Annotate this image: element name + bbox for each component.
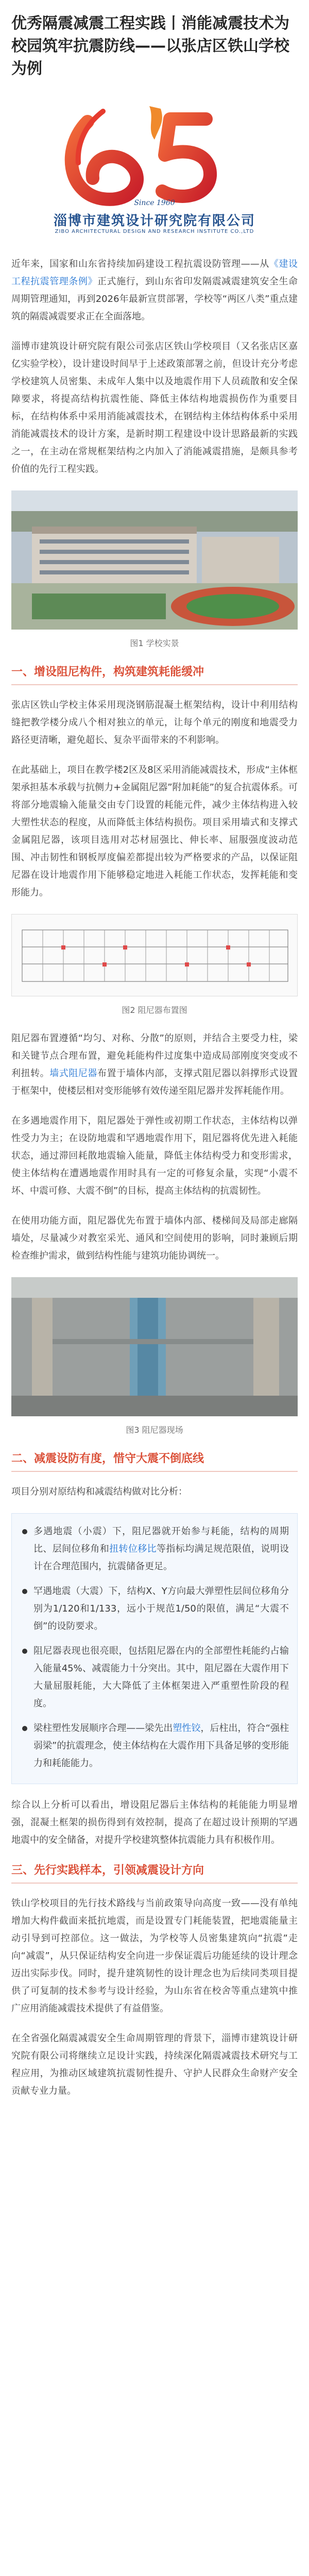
list-item: 阻尼器表现也很亮眼，包括阻尼器在内的全部塑性耗能约占输入能量45%、减震能力十分突出。其中，阻尼器在大震作用下大量屈服耗能，大大降低了主体框架进入严重塑性阶段的程度。	[20, 1642, 289, 1713]
school-photo	[11, 490, 298, 630]
section-1-heading: 一、增设阻尼构件，构筑建筑耗能缓冲	[11, 663, 298, 685]
section-1-paragraph-1: 张店区铁山学校主体采用现浇钢筋混凝土框架结构，设计中利用结构缝把教学楼分成八个相对独立的单元，让每个单元的刚度和地震受力路径更清晰，避免超长、复杂平面带来的不利影响。	[11, 700, 298, 745]
list-item: 罕遇地震（大震）下，结构X、Y方向最大弹塑性层间位移角分别为1/120和1/133，远小于规范1/50的限值，满足“大震不倒”的设防要求。	[20, 1583, 289, 1635]
section-2-intro: 项目分别对原结构和减震结构做对比分析：	[11, 1486, 187, 1497]
bullet-icon	[22, 1726, 27, 1731]
section-1-paragraph-4: 在多遇地震作用下，阻尼器处于弹性或初期工作状态，主体结构以弹性受力为主；在设防地震和罕遇地震作用下，阻尼器将优先进入耗能状态，通过滞回耗散地震输入能量，降低主体结构受力和变形需求，使主体结构在遭遇地震作用时具有一定的可修复余量，实现“小震不坏、中震可修、大震不倒”的目标，提高主体结构的抗震韧性。	[11, 1115, 298, 1196]
section-2-heading: 二、减震设防有度，惜守大震不倒底线	[11, 1450, 298, 1472]
section-3-paragraph-1: 铁山学校项目的先行技术路线与当前政策导向高度一致——没有单纯增加大构件截面来抵抗地震，而是设置专门耗能装置，把地震能量主动引导到可控部位。这一做法，为学校等人员密集建筑向“抗震”走向“减震”，从只保证结构安全向进一步保证震后功能延续的设计理念迈出实际步伐。同时，提升建筑韧性的设计理念也为后续同类项目提供了可复制的技术参考与设计经验，为山东省在校舍等重点建筑中推广应用消能减震技术提供了有益借鉴。	[11, 1898, 298, 2014]
figure-3-caption: 图3 阻尼器现场	[126, 1425, 183, 1435]
regulation-link[interactable]: 《建设工程抗震管理条例》	[11, 259, 298, 287]
plastic-hinge-link[interactable]: 塑性铰	[173, 1723, 201, 1734]
section-3-paragraph-2: 在全省强化隔震减震安全生命周期管理的背景下，淄博市建筑设计研究院有限公司将继续立足设计实践，持续深化隔震减震技术研究与工程应用，为推动区域建筑抗震韧性提升、守护人民群众生命财产安全贡献专业力量。	[11, 2033, 298, 2096]
damper-layout-drawing	[11, 914, 298, 996]
section-1-paragraph-2: 在此基础上，项目在教学楼2区及8区采用消能减震技术，形成“主体框架承担基本承载与抗侧力+金属阻尼器”附加耗能”的复合抗震体系。可将部分地震输入能量交由专门设置的耗能元件，减少主体结构进入较大塑性状态的程度，从而降低主体结构损伤。项目采用墙式和支撑式金属阻尼器，该项目选用对芯材屈强比、伸长率、屈服强度波动范围、冲击韧性和钢板厚度偏差都提出较为严格要求的产品，以保证阻尼器在设计地震作用下能够稳定地进入耗能工作状态，发挥耗能和变形能力。	[11, 765, 298, 898]
list-item: 梁柱塑性发展顺序合理——梁先出塑性铰，后柱出，符合“强柱弱梁”的抗震理念，使主体结构在大震作用下具备足够的变形能力和耗能能力。	[20, 1720, 289, 1772]
comparison-list	[11, 1513, 298, 1784]
section-1-paragraph-5: 在使用功能方面，阻尼器优先布置于墙体内部、楼梯间及局部走廊隔墙处，尽量减少对教室采光、通风和空间使用的影响，同时兼顾后期检查维护需求，做到结构性能与建筑功能协调统一。	[11, 1215, 298, 1261]
list-item: 多遇地震（小震）下，阻尼器就开始参与耗能，结构的周期比、层间位移角和扭转位移比等指标均满足规范限值，说明设计在合理范围内，抗震储备更足。	[20, 1523, 289, 1575]
section-3-heading: 三、先行实践样本，引领减震设计方向	[11, 1861, 298, 1884]
bullet-icon	[22, 1529, 27, 1534]
article-title: 优秀隔震减震工程实践丨消能减震技术为校园筑牢抗震防线——以张店区铁山学校为例	[11, 14, 289, 78]
bullet-icon	[22, 1589, 27, 1594]
section-1-paragraph-3: 阻尼器布置遵循“均匀、对称、分散”的原则，并结合主要受力柱，梁和关键节点合理布置，避免耗能构件过度集中造成局部刚度突变或不利扭转。墙式阻尼器布置于墙体内部，支撑式阻尼器以斜撑形式设置于框架中，使楼层相对变形能够有效传递至阻尼器并发挥耗能作用。	[11, 1033, 298, 1096]
damper-site-photo	[11, 1277, 298, 1416]
company-logo	[0, 91, 309, 245]
logo-company-name-en: ZIBO ARCHITECTURAL DESIGN AND RESEARCH INSTITUTE CO.,LTD	[55, 229, 254, 234]
torsion-ratio-link[interactable]: 扭转位移比	[109, 1544, 157, 1554]
intro-paragraph-1: 近年来，国家和山东省持续加码建设工程抗震设防管理——从《建设工程抗震管理条例》正式施行，到山东省印发隔震减震建筑安全生命周期管理通知，再到2026年最新宣贯部署，学校等“两区八类”重点建筑的隔震减震要求正在全面落地。	[11, 259, 298, 322]
logo-tagline: Since 1960	[134, 199, 175, 207]
bullet-icon	[22, 1649, 27, 1654]
figure-1-caption: 图1 学校实景	[130, 638, 179, 648]
wall-damper-link[interactable]: 墙式阻尼器	[49, 1068, 97, 1079]
section-2-closing: 综合以上分析可以看出，增设阻尼器后主体结构的耗能能力明显增强，混凝土框架的损伤得到有效控制，提高了在超过设计预期的罕遇地震中的安全储备，对提升学校建筑整体抗震能力具有积极作用。	[11, 1800, 298, 1845]
figure-2-caption: 图2 阻尼器布置图	[122, 1005, 187, 1015]
logo-company-name: 淄博市建筑设计研究院有限公司	[53, 213, 255, 229]
intro-paragraph-2: 淄博市建筑设计研究院有限公司张店区铁山学校项目（又名张店区嘉亿实验学校），设计建设时间早于上述政策部署之前，但设计充分考虑学校建筑人员密集、未成年人集中以及地震作用下人员疏散和安全保障要求，将提高结构抗震性能、降低主体结构地震损伤作为重要目标，在结构体系中采用消能减震技术，在钢结构主体结构体系中采用消能减震技术的设计方案，是新时期工程建设中设计思路最新的实践之一，在主动在常规框架结构之内加入了消能减震措施，是颇具参考价值的先行工程实践。	[11, 341, 298, 474]
